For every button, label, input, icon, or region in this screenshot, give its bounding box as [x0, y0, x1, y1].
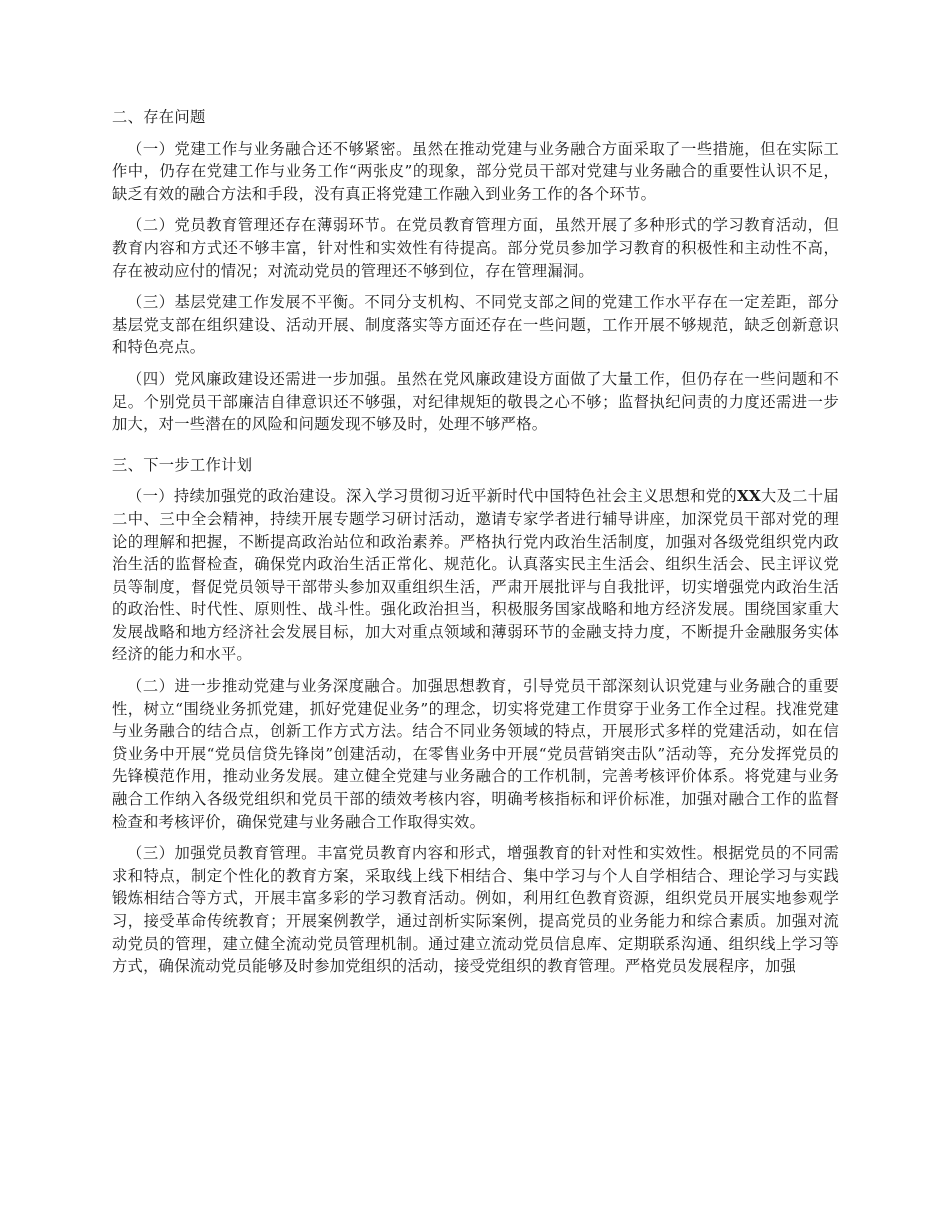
paragraph-plan-3: （三）加强党员教育管理。丰富党员教育内容和形式，增强教育的针对性和实效性。根据党员的不同需求和特点，制定个性化的教育方案，采取线上线下相结合、集中学习与个人自学相结合、理论学习与实践锻炼相结合等方式，开展丰富多彩的学习教育活动。例如，利用红色教育资源，组织党员开展实地参观学习，接受革命传统教育；开展案例教学，通过剖析实际案例，提高党员的业务能力和综合素质。加强对流动党员的管理，建立健全流动党员管理机制。通过建立流动党员信息库、定期联系沟通、组织线上学习等方式，确保流动党员能够及时参加党组织的活动，接受党组织的教育管理。严格党员发展程序，加强	[112, 844, 839, 976]
paragraph-plan-2: （二）进一步推动党建与业务深度融合。加强思想教育，引导党员干部深刻认识党建与业务融合的重要性，树立“围绕业务抓党建，抓好党建促业务”的理念，切实将党建工作贯穿于业务工作全过程。找准党建与业务融合的结合点，创新工作方式方法。结合不同业务领域的特点，开展形式多样的党建活动，如在信贷业务中开展“党员信贷先锋岗”创建活动，在零售业务中开展“党员营销突击队”活动等，充分发挥党员的先锋模范作用，推动业务发展。建立健全党建与业务融合的工作机制，完善考核评价体系。将党建与业务融合工作纳入各级党组织和党员干部的绩效考核内容，明确考核指标和评价标准，加强对融合工作的监督检查和考核评价，确保党建与业务融合工作取得实效。	[112, 677, 839, 831]
section-heading-existing-problems: 二、存在问题	[112, 108, 206, 126]
paragraph-plan-1-emphasis: XX	[737, 487, 761, 506]
section-heading-next-step-plan: 三、下一步工作计划	[112, 455, 253, 474]
paragraph-plan-1	[112, 485, 839, 666]
document-body	[112, 106, 839, 978]
paragraph-plan-1-prefix: （一）持续加强党的政治建设。深入学习贯彻习近平新时代中国特色社会主义思想和党的	[127, 487, 738, 506]
paragraph-problems-4: （四）党风廉政建设还需进一步加强。虽然在党风廉政建设方面做了大量工作，但仍存在一些问题和不足。个别党员干部廉洁自律意识还不够强，对纪律规矩的敬畏之心不够；监督执纪问责的力度还需进一步加大，对一些潜在的风险和问题发现不够及时，处理不够严格。	[112, 369, 839, 434]
paragraph-plan-1-suffix: 大及二十届二中、三中全会精神，持续开展专题学习研讨活动，邀请专家学者进行辅导讲座，加深党员干部对党的理论的理解和把握，不断提高政治站位和政治素养。严格执行党内政治生活制度，加强对各级党组织党内政治生活的监督检查，确保党内政治生活正常化、规范化。认真落实民主生活会、组织生活会、民主评议党员等制度，督促党员领导干部带头参加双重组织生活，严肃开展批评与自我批评，切实增强党内政治生活的政治性、时代性、原则性、战斗性。强化政治担当，积极服务国家战略和地方经济发展。围绕国家重大发展战略和地方经济社会发展目标，加大对重点领域和薄弱环节的金融支持力度，不断提升金融服务实体经济的能力和水平。	[112, 487, 839, 664]
paragraph-problems-1: （一）党建工作与业务融合还不够紧密。虽然在推动党建与业务融合方面采取了一些措施，但在实际工作中，仍存在党建工作与业务工作“两张皮”的现象，部分党员干部对党建与业务融合的重要性认识不足，缺乏有效的融合方法和手段，没有真正将党建工作融入到业务工作的各个环节。	[112, 139, 839, 203]
paragraph-problems-2: （二）党员教育管理还存在薄弱环节。在党员教育管理方面，虽然开展了多种形式的学习教育活动，但教育内容和方式还不够丰富，针对性和实效性有待提高。部分党员参加学习教育的积极性和主动性不高，存在被动应付的情况；对流动党员的管理还不够到位，存在管理漏洞。	[112, 216, 839, 280]
paragraph-problems-3: （三）基层党建工作发展不平衡。不同分支机构、不同党支部之间的党建工作水平存在一定差距，部分基层党支部在组织建设、活动开展、制度落实等方面还存在一些问题，工作开展不够规范，缺乏创新意识和特色亮点。	[112, 293, 839, 357]
